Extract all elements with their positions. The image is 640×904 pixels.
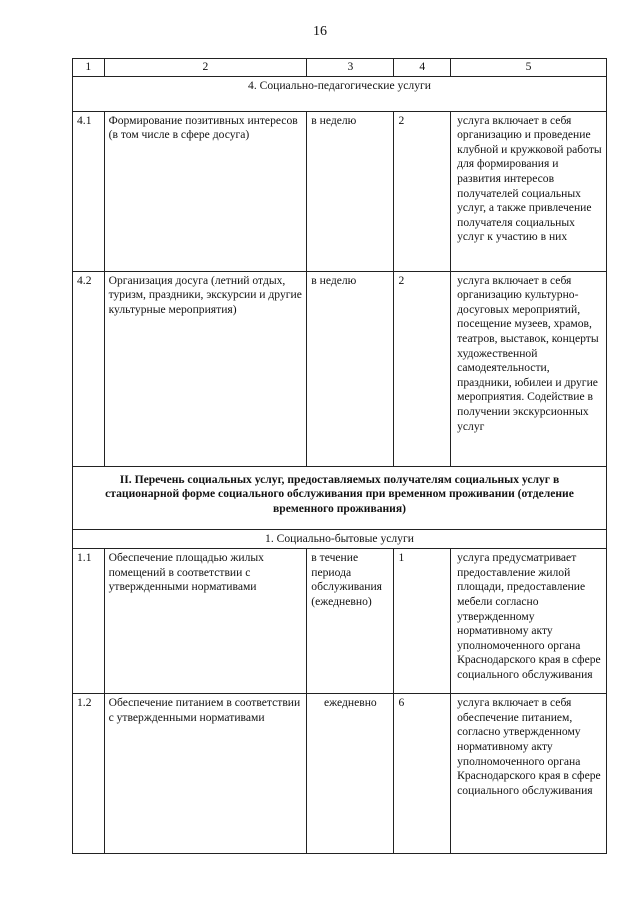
service-name: Организация досуга (летний отдых, туризм, праздники, экскурсии и другие культурные мероприятия) xyxy=(104,271,307,466)
column-number: 2 xyxy=(104,59,307,77)
service-description: услуга включает в себя обеспечение питанием, согласно утвержденному нормативному акту уполномоченного органа Краснодарского края в сфере социального обслуживания xyxy=(451,694,607,854)
service-frequency: в течение периода обслуживания (ежедневно) xyxy=(307,549,394,694)
service-name: Обеспечение площадью жилых помещений в соответствии с утвержденными нормативами xyxy=(104,549,307,694)
service-frequency: в неделю xyxy=(307,271,394,466)
service-description: услуга включает в себя организацию культурно-досуговых мероприятий, посещение музеев, храмов, театров, выставок, концерты художественной самодеятельности, праздники, юбилеи и другие мероприятия. Содействие в получении экскурсионных услуг xyxy=(451,271,607,466)
section-heading: 4. Социально-педагогические услуги xyxy=(73,76,607,111)
service-name: Обеспечение питанием в соответствии с утвержденными нормативами xyxy=(104,694,307,854)
service-description: услуга включает в себя организацию и проведение клубной и кружковой работы для формирования и развития интересов получателей социальных услуг, а также привлечение получателя социальных услуг к участию в них xyxy=(451,111,607,271)
table-row xyxy=(73,549,607,694)
part-heading: II. Перечень социальных услуг, предоставляемых получателям социальных услуг в стационарной форме социального обслуживания при временном проживании (отделение временного проживания) xyxy=(73,466,607,529)
section-heading-row xyxy=(73,529,607,549)
row-number: 4.1 xyxy=(73,111,105,271)
service-count: 2 xyxy=(394,271,451,466)
part-heading-row xyxy=(73,466,607,529)
row-number: 1.2 xyxy=(73,694,105,854)
table-row xyxy=(73,111,607,271)
row-number: 4.2 xyxy=(73,271,105,466)
service-frequency: в неделю xyxy=(307,111,394,271)
service-count: 2 xyxy=(394,111,451,271)
section-heading: 1. Социально-бытовые услуги xyxy=(73,529,607,549)
table-row xyxy=(73,271,607,466)
row-number: 1.1 xyxy=(73,549,105,694)
service-description: услуга предусматривает предоставление жилой площади, предоставление мебели согласно утвержденному нормативному акту уполномоченного органа Краснодарского края в сфере социального обслуживания xyxy=(451,549,607,694)
column-number: 3 xyxy=(307,59,394,77)
column-number: 1 xyxy=(73,59,105,77)
column-number-row xyxy=(73,59,607,77)
service-frequency: ежедневно xyxy=(307,694,394,854)
table-row xyxy=(73,694,607,854)
service-name: Формирование позитивных интересов (в том числе в сфере досуга) xyxy=(104,111,307,271)
service-count: 1 xyxy=(394,549,451,694)
service-count: 6 xyxy=(394,694,451,854)
section-heading-row xyxy=(73,76,607,111)
services-table xyxy=(72,58,607,854)
column-number: 4 xyxy=(394,59,451,77)
column-number: 5 xyxy=(451,59,607,77)
page-number: 16 xyxy=(313,24,327,39)
